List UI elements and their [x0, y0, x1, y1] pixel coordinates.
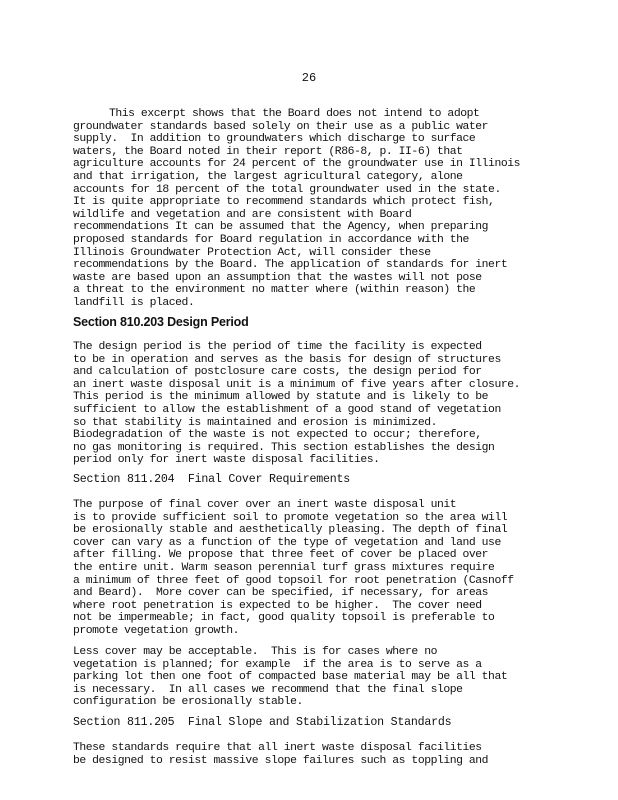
paragraph-line: supply. In addition to groundwaters which discharge to surface	[73, 133, 476, 146]
paragraph-line: Biodegradation of the waste is not expected to occur; therefore,	[73, 429, 482, 442]
paragraph-line: and Beard). More cover can be specified, if necessary, for areas	[73, 587, 489, 600]
paragraph-line: configuration be erosionally stable.	[73, 696, 303, 709]
paragraph-line: waste are based upon an assumption that the wastes will not pose	[73, 271, 482, 284]
paragraph-line: wildlife and vegetation and are consistent with Board	[73, 208, 412, 221]
paragraph-line: agriculture accounts for 24 percent of the groundwater use in Illinois	[73, 158, 520, 171]
paragraph-line: where root penetration is expected to be higher. The cover need	[73, 599, 482, 612]
paragraph-line: period only for inert waste disposal facilities.	[73, 454, 380, 467]
paragraph-line: This excerpt shows that the Board does not intend to adopt	[109, 108, 480, 120]
paragraph-line: This period is the minimum allowed by statute and is likely to be	[73, 391, 489, 404]
paragraph-line: and that irrigation, the largest agricultural category, alone	[73, 170, 463, 183]
less-cover-paragraph	[73, 646, 553, 709]
paragraph-line: a threat to the environment no matter where (within reason) the	[73, 284, 476, 297]
paragraph-line: Less cover may be acceptable. This is for cases where no	[73, 646, 437, 658]
paragraph-line: It is quite appropriate to recommend standards which protect fish,	[73, 196, 495, 209]
paragraph-line: These standards require that all inert waste disposal facilities	[73, 742, 482, 754]
final-slope-paragraph	[73, 742, 553, 767]
paragraph-line: not be impermeable; in fact, good quality topsoil is preferable to	[73, 612, 495, 625]
final-cover-paragraph	[73, 499, 553, 638]
paragraph-line: be designed to resist massive slope failures such as toppling and	[73, 754, 489, 767]
paragraph-line: recommendations by the Board. The application of standards for inert	[73, 259, 508, 272]
paragraph-line: a minimum of three feet of good topsoil for root penetration (Casnoff	[73, 574, 514, 587]
section-heading-final-cover: Section 811.204 Final Cover Requirements	[73, 473, 351, 486]
paragraph-line: accounts for 18 percent of the total groundwater used in the state.	[73, 183, 501, 196]
section-heading-final-slope: Section 811.205 Final Slope and Stabilization Standards	[73, 716, 452, 729]
paragraph-line: cover can vary as a function of the type of vegetation and land use	[73, 536, 501, 549]
paragraph-line: an inert waste disposal unit is a minimum of five years after closure.	[73, 378, 520, 391]
paragraph-line: is to provide sufficient soil to promote vegetation so the area will	[73, 511, 508, 524]
paragraph-line: so that stability is maintained and erosion is minimized.	[73, 416, 437, 429]
paragraph-line: recommendations It can be assumed that the Agency, when preparing	[73, 221, 489, 234]
paragraph-line: Illinois Groundwater Protection Act, will consider these	[73, 246, 431, 259]
paragraph-line: parking lot then one foot of compacted base material may be all that	[73, 671, 508, 684]
paragraph-line: promote vegetation growth.	[73, 624, 240, 637]
paragraph-line: and calculation of postclosure care costs, the design period for	[73, 366, 482, 379]
paragraph-line: after filling. We propose that three feet of cover be placed over	[73, 549, 489, 562]
paragraph-line: The design period is the period of time the facility is expected	[73, 341, 482, 353]
intro-paragraph	[73, 108, 553, 310]
paragraph-line: is necessary. In all cases we recommend that the final slope	[73, 683, 463, 696]
paragraph-line: landfill is placed.	[73, 296, 195, 309]
paragraph-line: proposed standards for Board regulation in accordance with the	[73, 233, 469, 246]
paragraph-line: waters, the Board noted in their report (R86-8, p. II-6) that	[73, 145, 463, 158]
paragraph-line: no gas monitoring is required. This section establishes the design	[73, 441, 495, 454]
page-number: 26	[301, 71, 317, 85]
design-period-paragraph	[73, 341, 553, 467]
paragraph-line: groundwater standards based solely on their use as a public water	[73, 120, 489, 133]
section-heading-design-period: Section 810.203 Design Period	[73, 315, 249, 329]
paragraph-line: The purpose of final cover over an inert waste disposal unit	[73, 499, 457, 511]
paragraph-line: vegetation is planned; for example if the area is to serve as a	[73, 658, 482, 671]
paragraph-line: the entire unit. Warm season perennial turf grass mixtures require	[73, 561, 495, 574]
paragraph-line: be erosionally stable and aesthetically pleasing. The depth of final	[73, 524, 508, 537]
paragraph-line: sufficient to allow the establishment of a good stand of vegetation	[73, 403, 501, 416]
paragraph-line: to be in operation and serves as the basis for design of structures	[73, 353, 501, 366]
